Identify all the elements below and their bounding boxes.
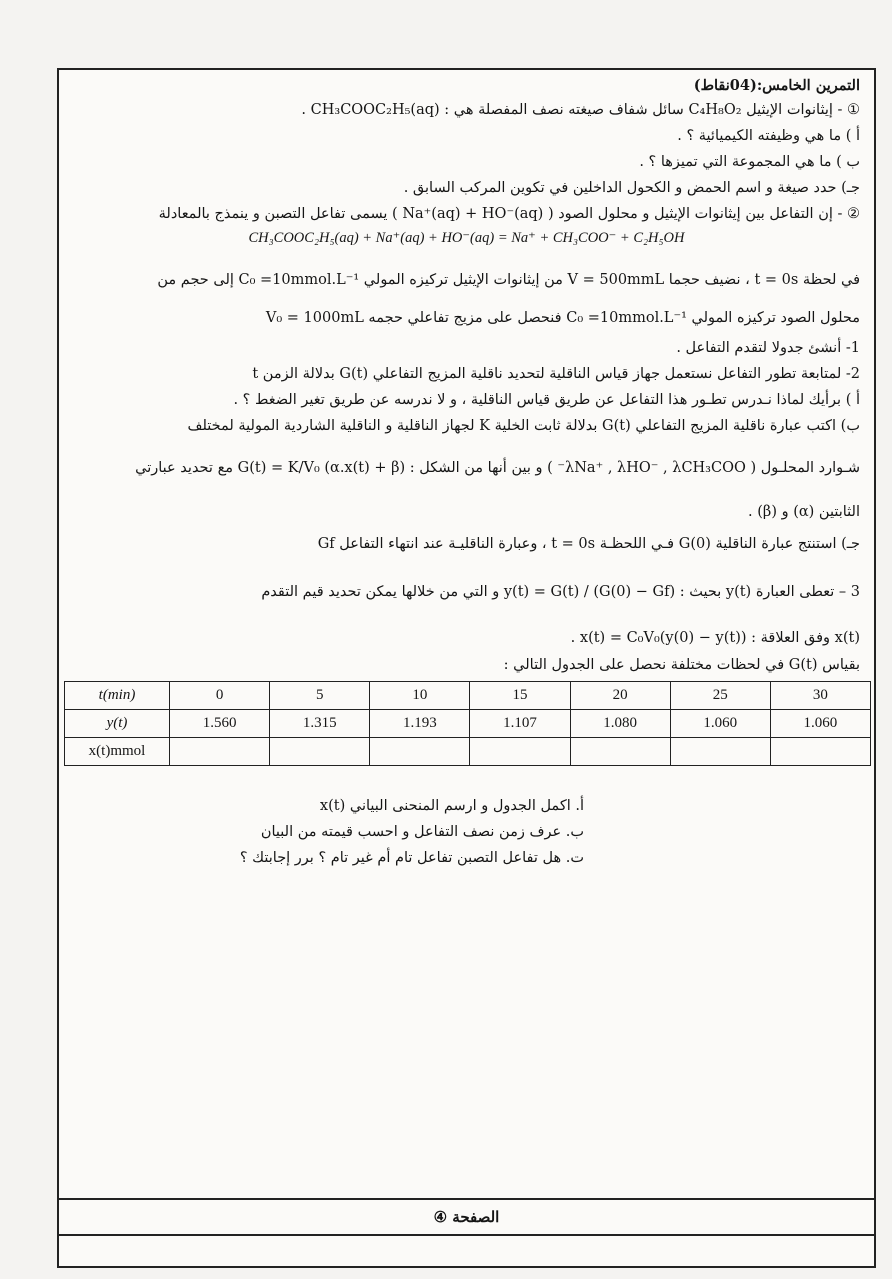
subquestion-2b-line2: شـوارد المحلـول ( λNa⁺ , λHO⁻ , λCH₃COO⁻ ) و بين أنها من الشكل : G(t) = K/V₀ (α.x(t) + β) مع تحديد عبارتي	[135, 460, 860, 476]
table-cell: 1.107	[470, 710, 570, 738]
part1-statement: ① - إيثانوات الإيثيل C₄H₈O₂ سائل شفاف صيغته نصف المفصلة هي : CH₃COOC₂H₅(aq) .	[301, 102, 860, 118]
table-cell: 5	[270, 682, 370, 710]
footer-divider-top	[59, 1198, 874, 1200]
table-row-y	[65, 710, 871, 738]
table-cell: 10	[370, 682, 470, 710]
row-label-y: y(t)	[65, 710, 170, 738]
exercise-title: التمرين الخامس:(04نقاط)	[693, 77, 860, 94]
intro-line-2: محلول الصود تركيزه المولي C₀ =10mmol.L⁻¹ فنحصل على مزيج تفاعلي حجمه V₀ = 1000mL	[265, 310, 860, 326]
subquestion-3-line3: بقياس G(t) في لحظات مختلفة نحصل على الجدول التالي :	[503, 657, 860, 673]
subquestion-2c: جـ) استنتج عبارة الناقلية G(0) فـي اللحظـة t = 0s ، وعبارة الناقليـة عند انتهاء التفاعل Gf	[317, 536, 860, 552]
subquestion-1: 1- أنشئ جدولا لتقدم التفاعل .	[676, 340, 860, 356]
footer-divider-bottom	[59, 1234, 874, 1236]
page-number: الصفحة ④	[433, 1208, 500, 1226]
table-cell	[570, 738, 670, 766]
table-cell	[170, 738, 270, 766]
subquestion-3-line2: x(t) وفق العلاقة : x(t) = C₀V₀(y(0) − y(t)) .	[570, 630, 860, 646]
table-row-x	[65, 738, 871, 766]
reaction-equation: CH₃COOC₂H₅(aq) + Na⁺(aq) + HO⁻(aq) = Na⁺ + CH₃COO⁻ + C₂H₅OH	[248, 230, 685, 246]
table-cell	[470, 738, 570, 766]
table-cell	[270, 738, 370, 766]
row-label-time: t(min)	[65, 682, 170, 710]
table-row-time	[65, 682, 871, 710]
subquestion-2: 2- لمتابعة تطور التفاعل نستعمل جهاز قياس الناقلية لتحديد ناقلية المزيج التفاعلي G(t) بدلالة الزمن t	[252, 366, 860, 382]
question-b: ب ) ما هي المجموعة التي تميزها ؟ .	[639, 154, 860, 170]
table-cell: 1.560	[170, 710, 270, 738]
measurement-table	[64, 681, 871, 766]
question-a: أ ) ما هي وظيفته الكيميائية ؟ .	[677, 128, 860, 144]
table-cell: 25	[670, 682, 770, 710]
subquestion-2a: أ ) برأيك لماذا نـدرس تطـور هذا التفاعل عن طريق قياس الناقلية ، و لا ندرسه عن طريق تغير الضغط ؟ .	[233, 392, 860, 408]
part2-statement: ② - إن التفاعل بين إيثانوات الإيثيل و محلول الصود ( Na⁺(aq) + HO⁻(aq) ) يسمى تفاعل التصبن و ينمذج بالمعادلة	[158, 206, 860, 222]
table-cell: 15	[470, 682, 570, 710]
subquestion-2b-line1: ب) اكتب عبارة ناقلية المزيج التفاعلي G(t) بدلالة ثابت الخلية K لجهاز الناقلية و الناقلية الشاردية المولية لمختلف	[187, 418, 860, 434]
task-c: ت. هل تفاعل التصبن تفاعل تام أم غير تام ؟ برر إجابتك ؟	[239, 850, 584, 866]
table-cell: 0	[170, 682, 270, 710]
exam-page-frame	[57, 68, 876, 1268]
intro-line-1: في لحظة t = 0s ، نضيف حجما V = 500mmL من إيثانوات الإيثيل تركيزه المولي C₀ =10mmol.L⁻¹ إلى حجم من	[157, 272, 860, 288]
table-cell: 1.193	[370, 710, 470, 738]
task-b: ب. عرف زمن نصف التفاعل و احسب قيمته من البيان	[260, 824, 584, 840]
table-cell: 1.315	[270, 710, 370, 738]
table-cell: 1.080	[570, 710, 670, 738]
subquestion-3-line1: 3 – تعطى العبارة y(t) بحيث : y(t) = G(t) / (G(0) − Gf) و التي من خلالها يمكن تحديد قيم التقدم	[261, 584, 860, 600]
table-cell: 1.060	[670, 710, 770, 738]
table-cell	[670, 738, 770, 766]
subquestion-2b-line3: الثابتين (α) و (β) .	[748, 504, 860, 520]
table-cell: 20	[570, 682, 670, 710]
table-cell	[370, 738, 470, 766]
question-c: جـ) حدد صيغة و اسم الحمض و الكحول الداخلين في تكوين المركب السابق .	[403, 180, 860, 196]
table-cell: 1.060	[770, 710, 870, 738]
table-cell: 30	[770, 682, 870, 710]
task-a: أ. اكمل الجدول و ارسم المنحنى البياني x(t)	[319, 798, 584, 814]
table-cell	[770, 738, 870, 766]
row-label-x: x(t)mmol	[65, 738, 170, 766]
